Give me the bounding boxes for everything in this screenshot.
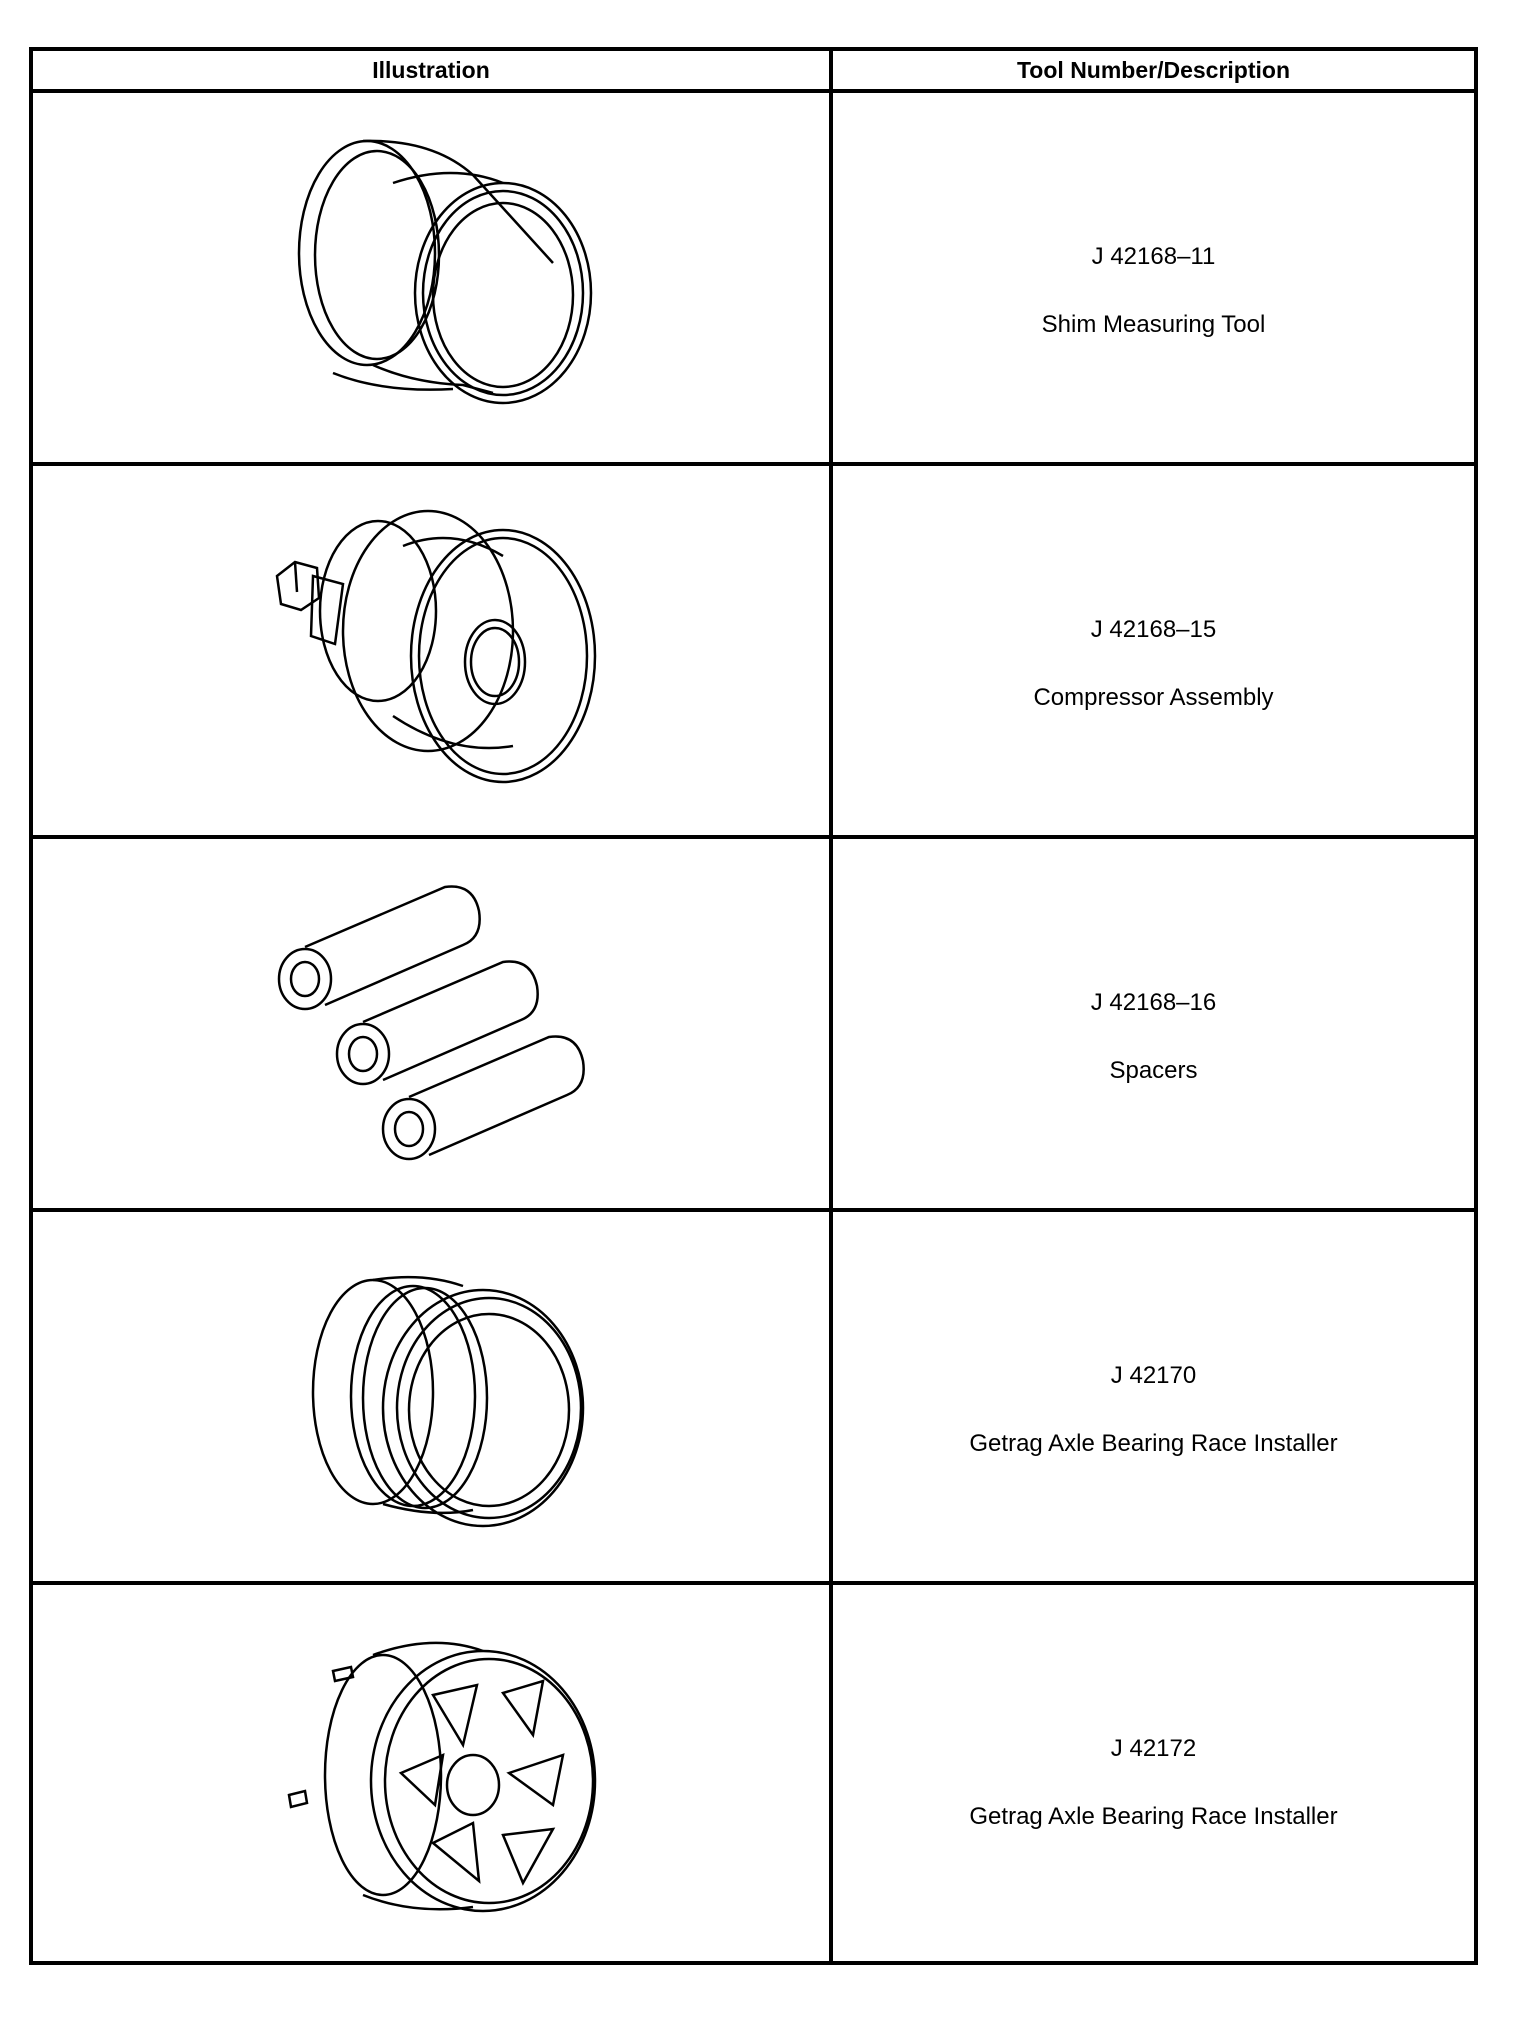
tool-description-cell <box>833 466 1474 835</box>
tool-number: J 42168–16 <box>1090 989 1217 1016</box>
tool-description: Spacers <box>1109 1057 1198 1084</box>
header-tool-description: Tool Number/Description <box>1016 57 1291 83</box>
table-row <box>33 1212 1474 1585</box>
table-header <box>33 51 1474 93</box>
tool-number: J 42170 <box>1110 1362 1197 1389</box>
table-row <box>33 93 1474 466</box>
tool-number: J 42172 <box>1110 1735 1197 1762</box>
tool-description-cell <box>833 1585 1474 1961</box>
race-installer-icon <box>33 1212 829 1581</box>
tool-description: Compressor Assembly <box>1033 684 1274 711</box>
compressor-assembly-icon <box>33 466 829 835</box>
tool-number: J 42168–15 <box>1090 616 1217 643</box>
tool-description: Shim Measuring Tool <box>1041 311 1266 338</box>
tool-description-cell <box>833 1212 1474 1581</box>
header-illustration: Illustration <box>372 57 490 83</box>
tool-description-cell <box>833 93 1474 462</box>
tool-description-cell <box>833 839 1474 1208</box>
tool-number: J 42168–11 <box>1091 243 1216 270</box>
tool-table <box>29 47 1478 1965</box>
spacers-icon <box>33 839 829 1208</box>
tool-description: Getrag Axle Bearing Race Installer <box>969 1430 1338 1457</box>
shim-measuring-tool-icon <box>33 93 829 462</box>
table-row <box>33 1585 1474 1961</box>
table-row <box>33 839 1474 1212</box>
table-row <box>33 466 1474 839</box>
spoked-race-installer-icon <box>33 1585 829 1961</box>
tool-description: Getrag Axle Bearing Race Installer <box>969 1803 1338 1830</box>
